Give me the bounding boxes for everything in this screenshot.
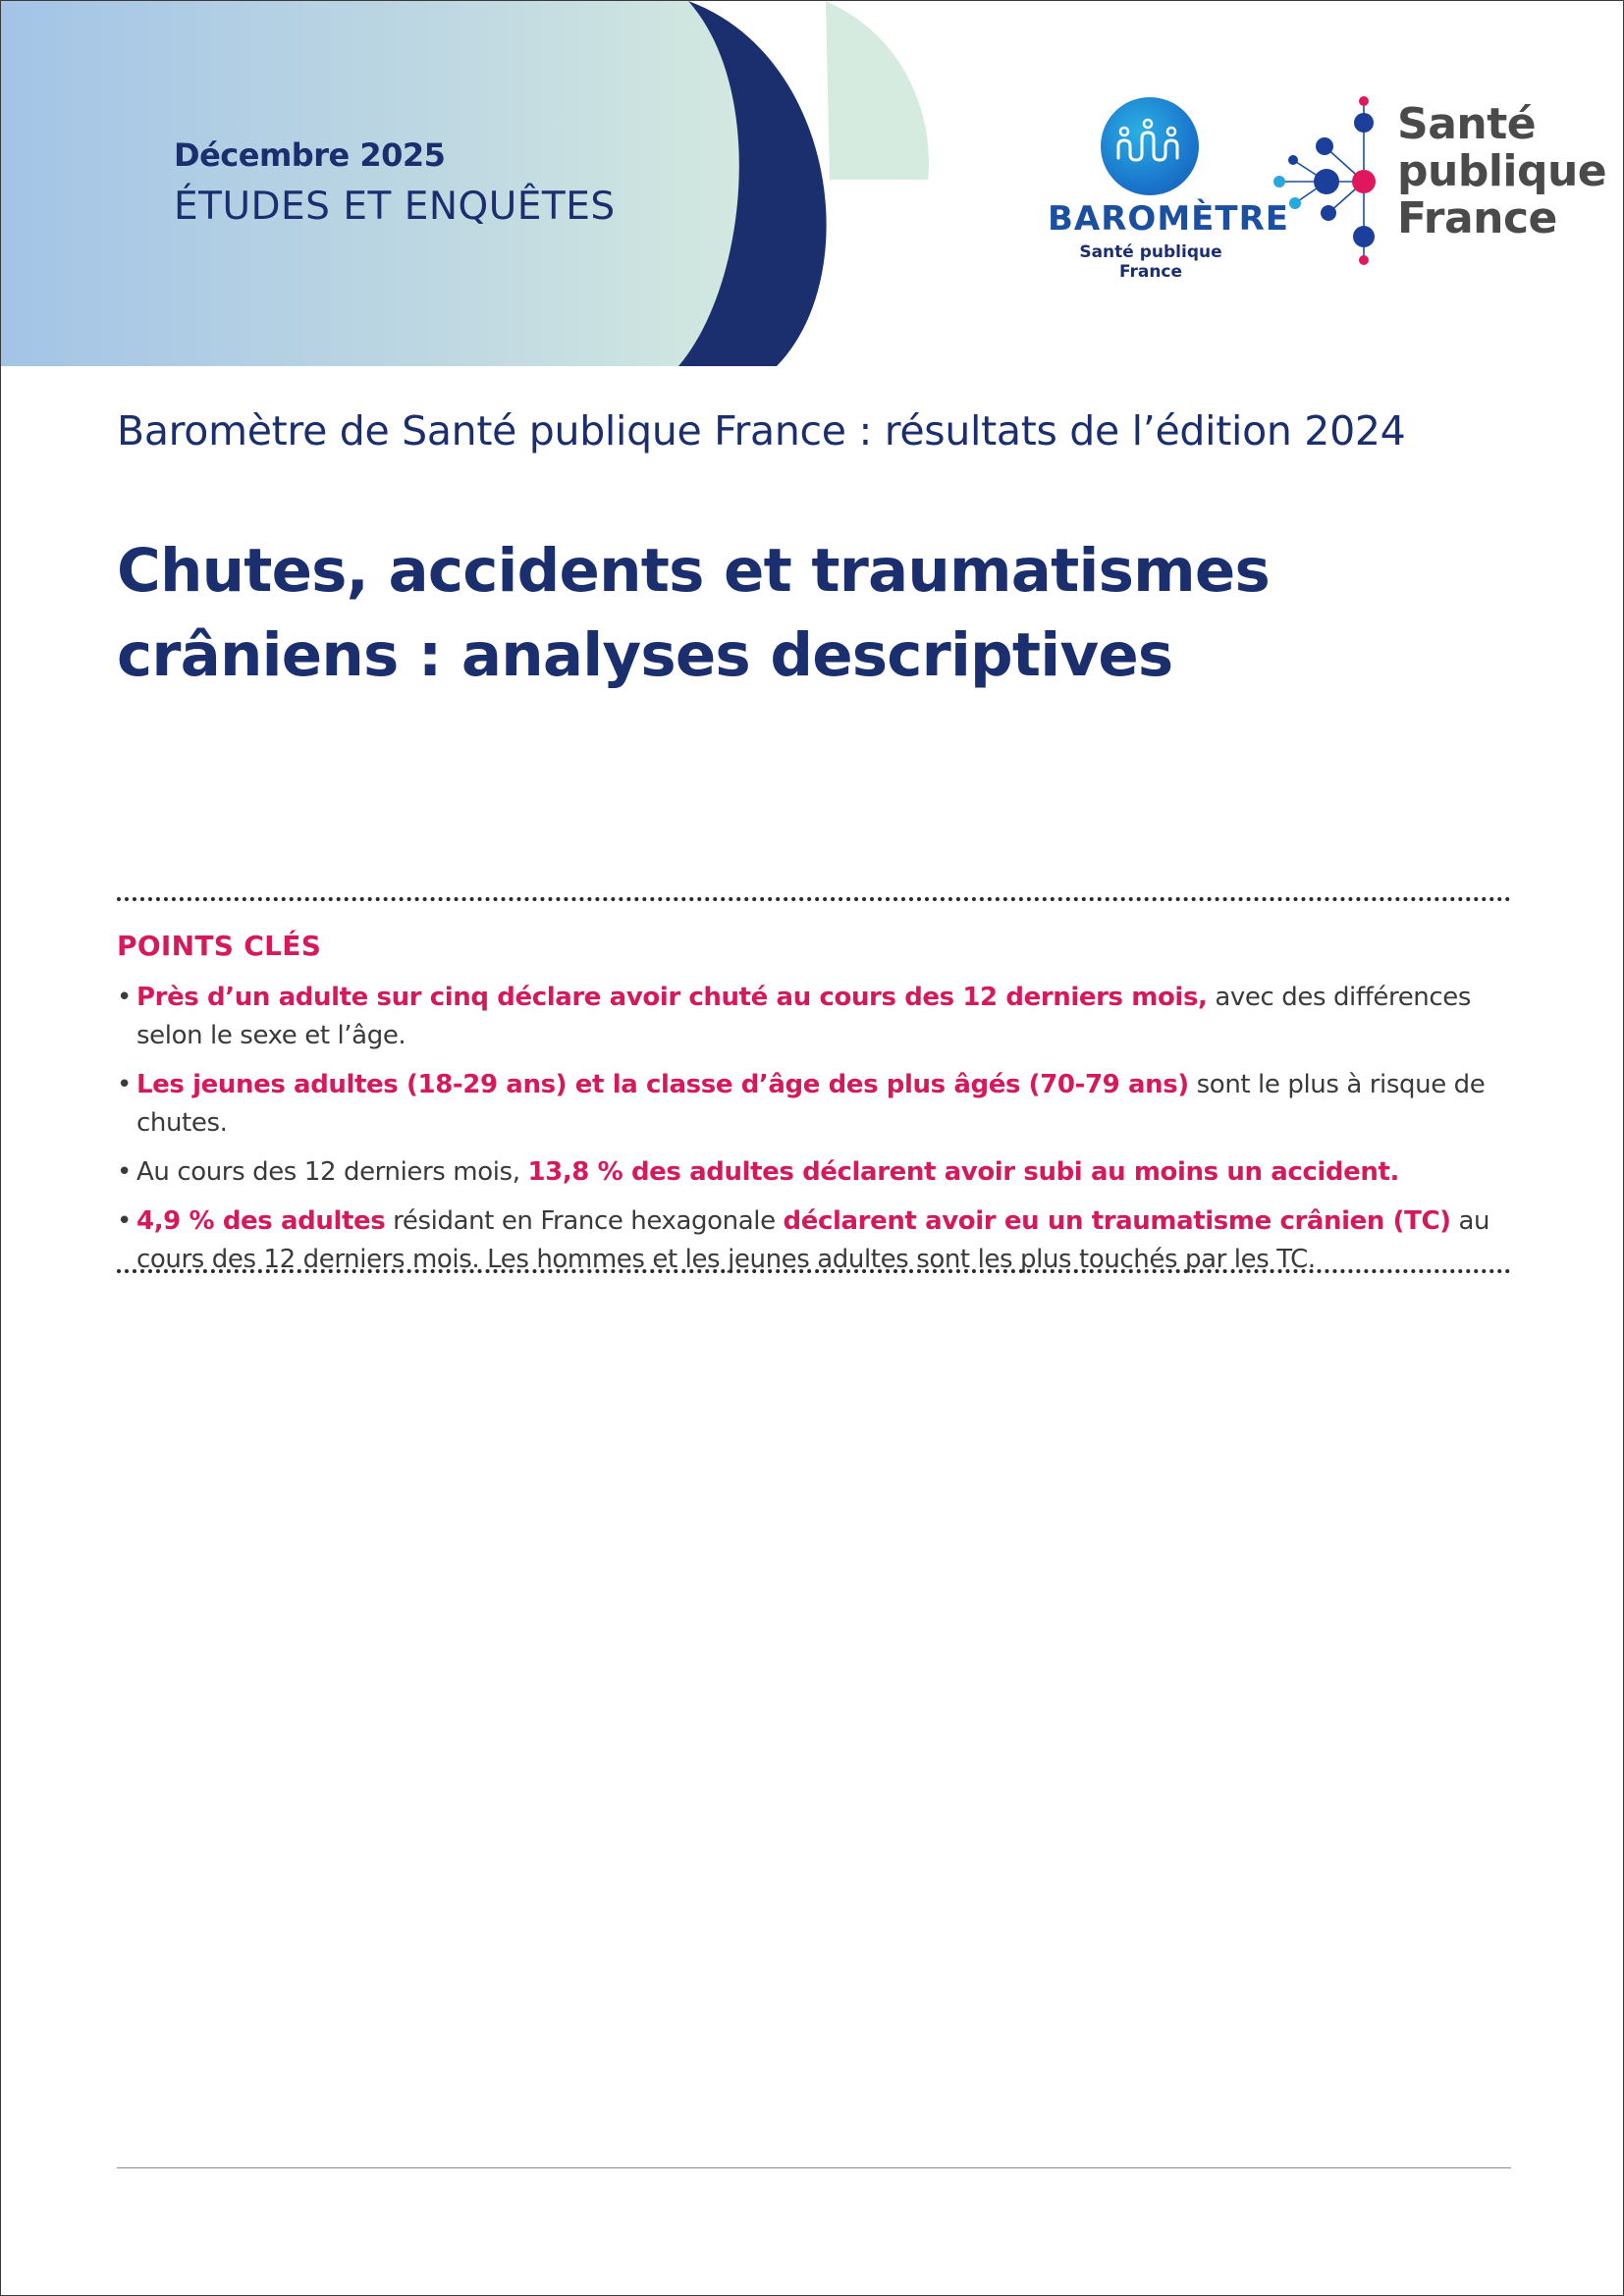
key-points-heading: POINTS CLÉS	[117, 930, 322, 962]
key-point-highlight: Les jeunes adultes (18-29 ans) et la classe d’âge des plus âgés (70-79 ans)	[136, 1070, 1189, 1099]
key-point-item	[117, 979, 1515, 1055]
document-subtitle: Baromètre de Santé publique France : résultats de l’édition 2024	[117, 407, 1406, 454]
footer-divider	[117, 2167, 1511, 2168]
bullet-icon: •	[117, 1157, 132, 1187]
key-point-highlight: 13,8 % des adultes déclarent avoir subi au moins un accident.	[527, 1157, 1399, 1187]
document-title	[117, 529, 1491, 698]
key-point-text: Au cours des 12 derniers mois,	[136, 1157, 528, 1187]
wordmark-line-1: Santé	[1397, 99, 1537, 149]
barometre-logo	[1048, 91, 1289, 282]
key-points-top-divider	[117, 897, 1511, 901]
key-point-text: sont le plus à risque de chutes.	[136, 1070, 1486, 1138]
key-point-item	[117, 1153, 1515, 1192]
key-point-text: au cours des 12 derniers mois. Les hommes et les jeunes adultes sont les plus touchés par les TC.	[136, 1206, 1490, 1274]
sante-publique-france-logo	[1270, 87, 1607, 274]
banner-arcs-graphic	[1, 1, 944, 366]
barometre-people-icon	[1101, 97, 1199, 195]
key-point-text: avec des différences selon le sexe et l’âge.	[136, 983, 1472, 1050]
title-line-1: Chutes, accidents et traumatismes	[117, 536, 1270, 606]
wordmark-line-3: France	[1397, 193, 1557, 243]
bullet-icon: •	[117, 1070, 132, 1099]
bullet-icon: •	[117, 983, 132, 1012]
key-points-list	[117, 979, 1515, 1290]
barometre-name: BAROMÈTRE	[1048, 199, 1289, 239]
key-point-item	[117, 1202, 1515, 1279]
key-point-highlight: Près d’un adulte sur cinq déclare avoir chuté au cours des 12 derniers mois,	[136, 983, 1208, 1012]
header-banner	[1, 1, 944, 366]
network-dots-icon	[1270, 87, 1397, 274]
key-point-item	[117, 1066, 1515, 1143]
key-point-highlight: déclarent avoir eu un traumatisme crânien (TC)	[783, 1206, 1451, 1236]
key-points-bottom-divider	[117, 1269, 1511, 1273]
key-point-text: résidant en France hexagonale	[385, 1206, 784, 1236]
bullet-icon: •	[117, 1206, 132, 1236]
wordmark-line-2: publique	[1397, 146, 1607, 196]
publication-series: ÉTUDES ET ENQUÊTES	[174, 185, 616, 229]
title-line-2: crâniens : analyses descriptives	[117, 620, 1173, 690]
sante-publique-france-wordmark	[1397, 101, 1606, 242]
key-point-highlight: 4,9 % des adultes	[136, 1206, 386, 1236]
publication-date: Décembre 2025	[174, 136, 446, 174]
barometre-subtitle: Santé publique France	[1079, 242, 1222, 282]
